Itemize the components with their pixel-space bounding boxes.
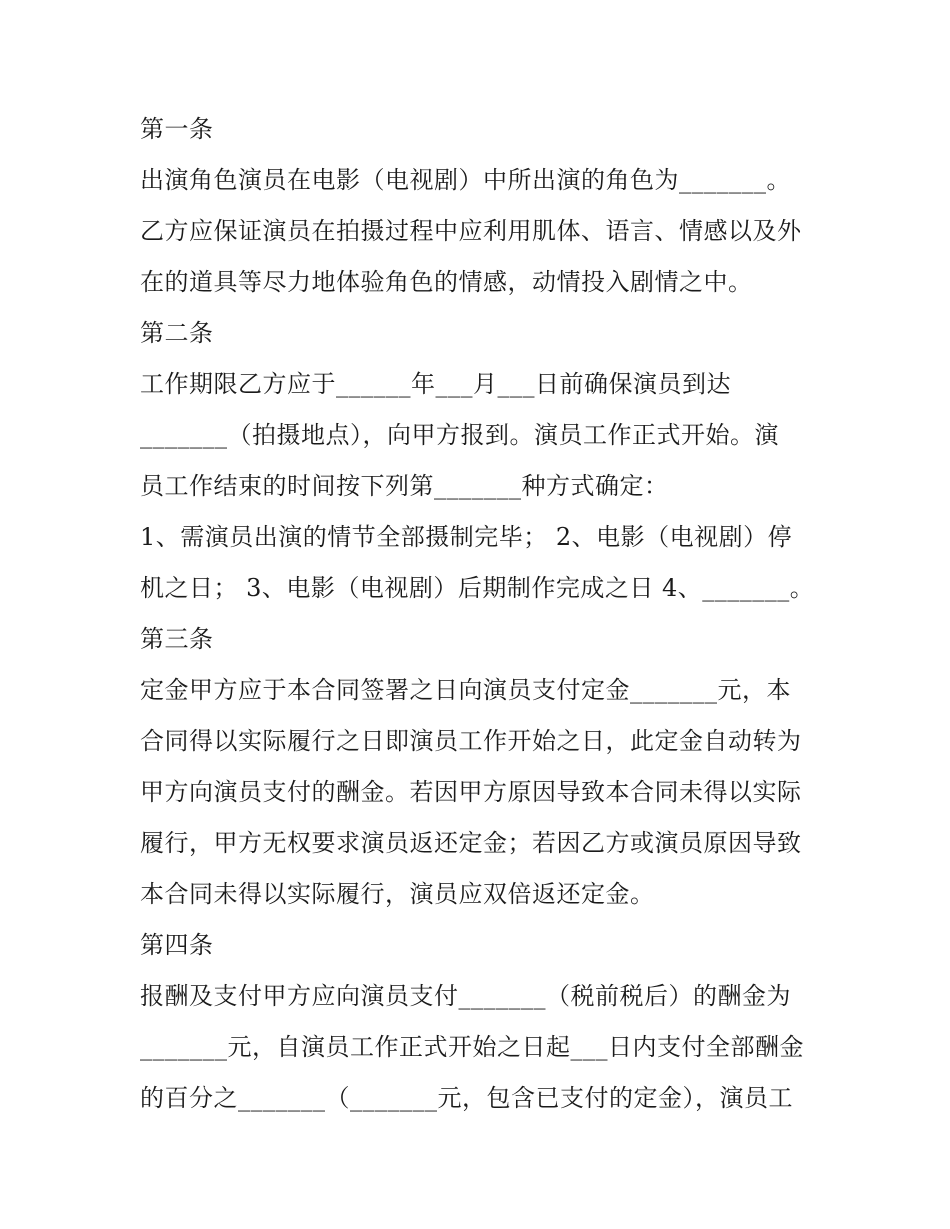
paragraph-line: 报酬及支付甲方应向演员支付_______（税前税后）的酬金为 — [140, 982, 791, 1010]
paragraph-line: 在的道具等尽力地体验角色的情感，动情投入剧情之中。 — [140, 268, 753, 296]
paragraph-line: 的百分之_______（_______元，包含已支付的定金），演员工 — [140, 1084, 793, 1112]
paragraph-line: 定金甲方应于本合同签署之日向演员支付定金_______元，本 — [140, 676, 791, 704]
paragraph-line: 乙方应保证演员在拍摄过程中应利用肌体、语言、情感以及外 — [140, 217, 802, 245]
paragraph-line: 出演角色演员在电影（电视剧）中所出演的角色为_______。 — [140, 166, 791, 194]
paragraph-line: 履行，甲方无权要求演员返还定金；若因乙方或演员原因导致 — [140, 829, 802, 857]
paragraph-line: 合同得以实际履行之日即演员工作开始之日，此定金自动转为 — [140, 727, 802, 755]
paragraph-line: 机之日； 3、电影（电视剧）后期制作完成之日 4、_______。 — [140, 574, 815, 602]
paragraph-line: _______（拍摄地点），向甲方报到。演员工作正式开始。演 — [140, 421, 779, 449]
paragraph-line: 工作期限乙方应于______年___月___日前确保演员到达 — [140, 370, 731, 398]
paragraph-line: 本合同未得以实际履行，演员应双倍返还定金。 — [140, 880, 655, 908]
article-heading-2: 第二条 — [140, 319, 214, 347]
article-heading-4: 第四条 — [140, 931, 214, 959]
paragraph-line: _______元，自演员工作正式开始之日起___日内支付全部酬金 — [140, 1033, 804, 1061]
paragraph-line: 1、需演员出演的情节全部摄制完毕； 2、电影（电视剧）停 — [140, 523, 793, 551]
article-heading-3: 第三条 — [140, 625, 214, 653]
article-heading-1: 第一条 — [140, 115, 214, 143]
paragraph-line: 甲方向演员支付的酬金。若因甲方原因导致本合同未得以实际 — [140, 778, 802, 806]
paragraph-line: 员工作结束的时间按下列第_______种方式确定： — [140, 472, 669, 500]
